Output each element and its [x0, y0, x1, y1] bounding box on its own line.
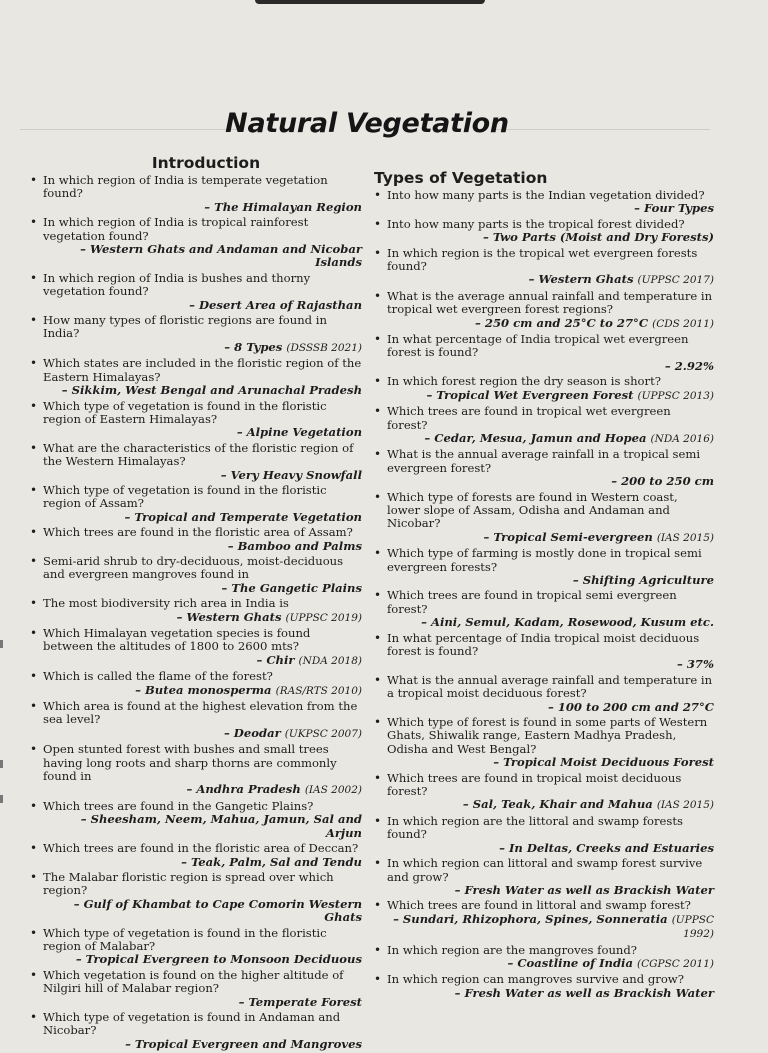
answer-value: – Cedar, Mesua, Jamun and Hopea: [424, 430, 647, 445]
qa-item: [30, 969, 362, 1009]
qa-item: [374, 772, 714, 813]
question-text: • Which type of vegetation is found in the floristic region of Malabar?: [43, 925, 327, 953]
answer-value: – Tropical Evergreen and Mangroves: [125, 1036, 362, 1051]
answer-text: [43, 856, 362, 869]
qa-item: [30, 357, 362, 397]
qa-item: [374, 547, 714, 587]
answer-text: [43, 1038, 362, 1051]
question-text: • Into how many parts is the Indian vegetation divided?: [387, 188, 705, 202]
answer-value: – In Deltas, Creeks and Estuaries: [499, 840, 714, 855]
qa-item: [30, 526, 362, 553]
exam-reference: (NDA 2016): [650, 432, 714, 445]
question-text: • In which forest region the dry season is short?: [387, 374, 661, 389]
question-text: • In what percentage of India tropical moist deciduous forest is found?: [387, 630, 700, 658]
answer-value: – Very Heavy Snowfall: [220, 467, 362, 482]
answer-text: [387, 756, 714, 769]
answer-text: [387, 798, 714, 812]
answer-value: – Tropical Evergreen to Monsoon Deciduous: [75, 952, 362, 967]
question-text: • Which trees are found in tropical semi evergreen forest?: [387, 588, 677, 616]
question-text: • What is the annual average rainfall in a tropical semi evergreen forest?: [387, 447, 701, 475]
question-text: • Which is called the flame of the forest?: [43, 669, 273, 684]
answer-value: – Chir: [256, 652, 295, 667]
answer-value: – Sikkim, West Bengal and Arunachal Pradesh: [61, 383, 362, 398]
question-text: • The Malabar floristic region is spread over which region?: [43, 869, 334, 898]
qa-item: [374, 448, 714, 488]
answer-value: – Tropical Wet Evergreen Forest: [426, 387, 634, 402]
right-column: [374, 169, 714, 1002]
answer-value: – Tropical Semi-evergreen: [483, 529, 653, 544]
answer-value: – Gulf of Khambat to Cape Comorin Western Ghats: [73, 896, 362, 925]
question-text: • Which trees are found in littoral and swamp forest?: [387, 898, 691, 913]
answer-text: [387, 475, 714, 488]
qa-item: [30, 484, 362, 524]
qa-item: [30, 314, 362, 355]
question-text: • Which type of farming is mostly done in tropical semi evergreen forests?: [387, 546, 702, 574]
answer-text: [43, 384, 362, 397]
question-text: • Which area is found at the highest elevation from the sea level?: [43, 699, 358, 727]
answer-text: [387, 360, 714, 373]
answer-value: – Bamboo and Palms: [227, 538, 362, 553]
question-text: • In which region is the tropical wet evergreen forests found?: [387, 245, 698, 274]
qa-item: [374, 290, 714, 331]
question-text: • Which type of forest is found in some parts of Western Ghats, Shiwalik range, Eastern Madhya Pradesh, Odisha and West Bengal?: [387, 715, 708, 756]
answer-text: [43, 469, 362, 482]
answer-text: [43, 611, 362, 625]
qa-item: [374, 899, 714, 941]
question-text: • In which region of India is temperate vegetation found?: [43, 173, 328, 201]
answer-text: [387, 658, 714, 671]
qa-item: [30, 1011, 362, 1051]
qa-item: [30, 800, 362, 840]
answer-text: [387, 842, 714, 855]
answer-value: – The Gangetic Plains: [221, 580, 362, 595]
exam-reference: (UKPSC 2007): [284, 727, 362, 740]
qa-item: [30, 272, 362, 312]
question-text: • Which Himalayan vegetation species is found between the altitudes of 1800 to 2600 mts?: [43, 626, 311, 654]
answer-text: [43, 243, 362, 270]
question-text: • Which type of vegetation is found in Andaman and Nicobar?: [43, 1009, 341, 1038]
answer-text: [43, 426, 362, 439]
page-title: Natural Vegetation: [225, 108, 509, 139]
answer-text: [43, 996, 362, 1009]
qa-item: [30, 442, 362, 482]
exam-reference: (IAS 2015): [656, 799, 714, 812]
answer-text: [43, 341, 362, 355]
qa-item: [30, 216, 362, 270]
answer-text: [43, 582, 362, 595]
answer-text: [43, 511, 362, 524]
qa-item: [374, 815, 714, 855]
question-text: • In what percentage of India tropical wet evergreen forest is found?: [387, 332, 689, 360]
question-text: • Which states are included in the floristic region of the Eastern Himalayas?: [43, 356, 362, 384]
answer-value: – Coastline of India: [507, 955, 633, 970]
answer-text: [43, 727, 362, 741]
qa-item: [374, 491, 714, 546]
question-text: • What are the characteristics of the floristic region of the Western Himalayas?: [43, 440, 354, 469]
exam-reference: (NDA 2018): [298, 654, 362, 667]
answer-text: [387, 987, 714, 1000]
qa-item: [30, 555, 362, 595]
qa-item: [30, 927, 362, 967]
question-text: • In which region are the mangroves found?: [387, 942, 638, 957]
answer-value: – 100 to 200 cm and 27°C: [547, 699, 714, 714]
question-text: • What is the average annual rainfall and temperature in tropical wet evergreen forest regions?: [387, 288, 713, 317]
answer-value: – Tropical and Temperate Vegetation: [124, 509, 362, 524]
qa-item: [374, 375, 714, 403]
qa-item: [30, 871, 362, 925]
question-text: • Which vegetation is found on the higher altitude of Nilgiri hill of Malabar region?: [43, 967, 344, 996]
exam-reference: (RAS/RTS 2010): [275, 684, 362, 697]
question-text: • Which type of vegetation is found in the floristic region of Assam?: [43, 482, 327, 511]
answer-text: [387, 574, 714, 587]
exam-reference: (UPPSC 2017): [637, 274, 714, 287]
answer-value: – Western Ghats: [528, 272, 634, 287]
exam-reference: (IAS 2002): [304, 784, 362, 797]
qa-item: [374, 247, 714, 288]
qa-item: [374, 189, 714, 216]
answer-value: – Sundari, Rhizophora, Spines, Sonneratia: [393, 911, 668, 926]
answer-value: – Andhra Pradesh: [186, 782, 301, 797]
answer-value: – Four Types: [634, 201, 714, 216]
exam-reference: (CDS 2011): [652, 317, 714, 330]
qa-item: [374, 857, 714, 897]
answer-text: [387, 202, 714, 215]
answer-value: – Western Ghats and Andaman and Nicobar Islands: [80, 242, 362, 270]
page-edge-mark: [0, 640, 3, 648]
answer-value: – Teak, Palm, Sal and Tendu: [181, 854, 362, 869]
answer-text: [387, 231, 714, 244]
question-text: • Which trees are found in tropical moist deciduous forest?: [387, 770, 682, 799]
answer-text: [43, 540, 362, 553]
exam-reference: (CGPSC 2011): [637, 957, 714, 970]
exam-reference: (UPPSC 1992): [671, 913, 714, 941]
answer-text: [43, 898, 362, 925]
answer-value: – Sal, Teak, Khair and Mahua: [462, 797, 653, 812]
answer-value: – Fresh Water as well as Brackish Water: [454, 882, 714, 897]
answer-text: [387, 957, 714, 971]
qa-item: [374, 674, 714, 714]
answer-value: – Aini, Semul, Kadam, Rosewood, Kusum etc.: [421, 615, 714, 630]
answer-value: – 200 to 250 cm: [611, 474, 714, 489]
exam-reference: (IAS 2015): [656, 531, 714, 544]
question-text: • In which region of India is bushes and thorny vegetation found?: [43, 270, 311, 299]
answer-text: [387, 531, 714, 545]
answer-value: – 250 cm and 25°C to 27°C: [475, 315, 649, 330]
qa-item: [30, 597, 362, 625]
qa-item: [30, 700, 362, 741]
qa-item: [30, 400, 362, 440]
exam-reference: (UPPSC 2019): [285, 611, 362, 624]
answer-text: [387, 616, 714, 629]
qa-list-left: [30, 174, 362, 1051]
answer-value: – 2.92%: [664, 358, 714, 373]
answer-text: [387, 701, 714, 714]
answer-text: [387, 389, 714, 403]
question-text: • In which region can mangroves survive and grow?: [387, 972, 684, 987]
qa-item: [30, 842, 362, 869]
answer-text: [43, 783, 362, 797]
left-column: [30, 154, 362, 1053]
page-edge-mark: [0, 795, 3, 803]
qa-item: [374, 632, 714, 672]
qa-item: [374, 944, 714, 972]
answer-value: – Alpine Vegetation: [236, 425, 362, 440]
answer-text: [43, 953, 362, 966]
answer-value: – Tropical Moist Deciduous Forest: [493, 755, 714, 770]
answer-text: [387, 432, 714, 446]
answer-value: – Sheesham, Neem, Mahua, Jamun, Sal and Arjun: [80, 812, 362, 840]
answer-text: [43, 201, 362, 214]
answer-value: – Western Ghats: [176, 609, 282, 624]
answer-value: – Desert Area of Rajasthan: [189, 297, 362, 312]
question-text: • Which trees are found in the floristic area of Assam?: [43, 525, 353, 540]
answer-value: – Temperate Forest: [238, 994, 362, 1009]
qa-item: [30, 627, 362, 668]
answer-value: – The Himalayan Region: [204, 199, 362, 214]
question-text: • In which region of India is tropical rainforest vegetation found?: [43, 215, 309, 243]
question-text: • What is the annual average rainfall and temperature in a tropical moist deciduous forest?: [387, 672, 713, 701]
answer-text: [387, 273, 714, 287]
qa-item: [374, 405, 714, 446]
qa-item: [30, 174, 362, 214]
exam-reference: (DSSSB 2021): [286, 341, 362, 354]
qa-item: [30, 743, 362, 798]
qa-item: [374, 589, 714, 629]
question-text: • Which trees are found in tropical wet evergreen forest?: [387, 404, 671, 432]
question-text: • Open stunted forest with bushes and small trees having long roots and sharp thorns are commonly found in: [43, 742, 337, 784]
question-text: • In which region are the littoral and swamp forests found?: [387, 813, 683, 842]
qa-item: [374, 218, 714, 245]
answer-text: [387, 884, 714, 897]
answer-value: – Deodar: [223, 725, 281, 740]
answer-value: – Butea monosperma: [135, 682, 272, 697]
exam-reference: (UPPSC 2013): [637, 389, 714, 402]
answer-text: [387, 913, 714, 942]
qa-item: [374, 716, 714, 770]
question-text: • How many types of floristic regions are found in India?: [43, 313, 327, 341]
answer-value: – 37%: [677, 657, 714, 672]
section-heading-introduction: Introduction: [151, 154, 261, 172]
answer-value: – 8 Types: [224, 339, 283, 354]
qa-list-right: [374, 189, 714, 1000]
answer-text: [43, 684, 362, 698]
question-text: • Which type of vegetation is found in the floristic region of Eastern Himalayas?: [43, 398, 327, 426]
question-text: • In which region can littoral and swamp forest survive and grow?: [387, 856, 703, 884]
answer-text: [387, 317, 714, 331]
answer-text: [43, 299, 362, 312]
qa-item: [374, 333, 714, 373]
answer-text: [43, 654, 362, 668]
section-heading-types: Types of Vegetation: [374, 169, 548, 187]
top-edge-shadow: [255, 0, 485, 4]
question-text: • Which trees are found in the Gangetic Plains?: [43, 798, 314, 813]
question-text: • The most biodiversity rich area in India is: [43, 596, 289, 611]
question-text: • Semi-arid shrub to dry-deciduous, moist-deciduous and evergreen mangroves found in: [43, 553, 344, 582]
answer-text: [43, 813, 362, 840]
question-text: • Which trees are found in the floristic area of Deccan?: [43, 841, 359, 856]
qa-item: [374, 973, 714, 1000]
question-text: • Which type of forests are found in Western coast, lower slope of Assam, Odisha and Andaman and Nicobar?: [387, 489, 678, 531]
answer-value: – Two Parts (Moist and Dry Forests): [483, 230, 714, 245]
answer-value: – Shifting Agriculture: [572, 572, 714, 587]
page-edge-mark: [0, 760, 3, 768]
qa-item: [30, 670, 362, 698]
answer-value: – Fresh Water as well as Brackish Water: [454, 985, 714, 1000]
question-text: • Into how many parts is the tropical forest divided?: [387, 216, 685, 231]
